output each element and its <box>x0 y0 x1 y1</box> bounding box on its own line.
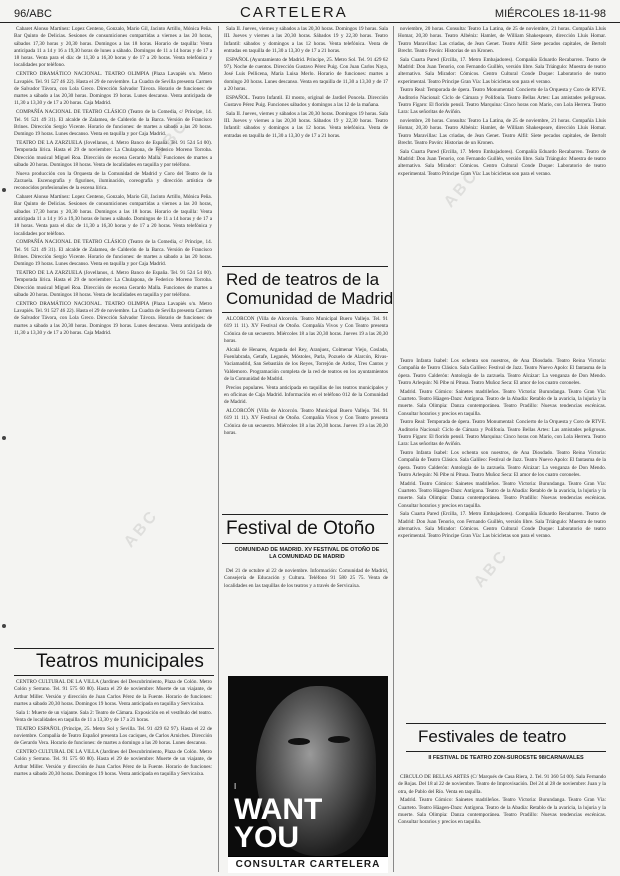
page-number: 96/ABC <box>14 8 52 20</box>
watermark: ABC <box>440 166 483 211</box>
column-3-listings <box>398 26 606 356</box>
listing-paragraph: ESPAÑOL. Teatro Infantil. El mosto, original de Jardiel Poncela. Dirección Gustavo Pérez Puig. Funciones sábados y domingos a las 12 de la mañana. <box>224 94 388 108</box>
listing-paragraph: Teatro Infanta Isabel: Los ochenta son nuestros, de Ana Diosdado. Teatro Reina Victoria: Compañía de Teatro Clásico. Sala Galileo: Festival de Jazz. Teatro Nuevo Apolo: El fantasma de la ópera. Teatro Calderón: Antología de la zarzuela. Teatro Alcázar: La venganza de Don Mendo. Teatro Arlequín: Ni Pibe ni Pitusa. Teatro Muñoz Seca: El amor de los cuatro coroneles. <box>398 450 606 478</box>
box-rule-bottom <box>14 675 214 676</box>
box-rule-bottom <box>222 312 388 313</box>
red-teatros-title-line1: Red de teatros de la <box>226 270 380 289</box>
listing-paragraph: CENTRO DRAMÁTICO NACIONAL. TEATRO OLIMPIA (Plaza Lavapiés s/n. Metro Lavapiés. Tel. 91 527 46 22). Hasta el 29 de noviembre. La Cuadra de Sevilla presenta Carmen de Salvador Távora, con Lola Greco. Dirección Salvador Távora. Horario de funciones: de martes a sábado a las 20,30 horas. Domingos 19 horas. Lunes descanso. Venta anticipada de 11,30 a 13,30 y de 17 a 20 horas. Caja Madrid. <box>14 71 212 107</box>
consultar-cartelera-banner: CONSULTAR CARTELERA <box>228 856 388 873</box>
watermark: ABC <box>120 506 163 551</box>
listing-paragraph: noviembre, 20 horas. Consulta: Teatro La Latina, de 25 de noviembre, 21 horas. Compañía Lluís Homar, 20,30 horas. Teatro Albéniz: Hamlet, de William Shakespeare, dirección Lluís Homar. Teatro Maravillas: Las criadas, de Jean Genet. Teatro Alfil: Siete pecados capitales, de Bertolt Brecht. Teatro Pavón: Historias de un Kronen. <box>398 118 606 146</box>
column-1-municipales <box>14 679 212 871</box>
watermark: ABC <box>150 116 193 161</box>
festival-otono-subhead: COMUNIDAD DE MADRID. XV FESTIVAL DE OTOÑO DE LA COMUNIDAD DE MADRID <box>234 547 380 560</box>
portrait-eye-right <box>328 736 350 743</box>
column-divider <box>218 26 219 872</box>
poster-line-you: YOU <box>234 821 300 854</box>
listing-paragraph: CENTRO DRAMÁTICO NACIONAL. TEATRO OLIMPIA (Plaza Lavapiés s/n. Metro Lavapiés. Tel. 91 527 46 22). Hasta el 29 de noviembre. La Cuadra de Sevilla presenta Carmen de Salvador Távora, con Lola Greco. Dirección Salvador Távora. Horario de funciones: de martes a sábado a las 20,30 horas. Domingos 19 horas. Lunes descanso. Venta anticipada de 11,30 a 13,30 y de 17 a 20 horas. Caja Madrid. <box>14 300 212 336</box>
listing-paragraph: Cabaret Alonso Martínez: Lopez Centeno, Gonzalo, Mario Gil, Jacinto Artillo, Mónica Peña. Bar Quinto de Delicias. Sesiones de consumiciones compartidas a viernes a las 20 horas, sábados 17,30 horas y 20,30 horas. Domingos a las 18 horas. Horario de taquilla: Venta anticipada 11 a 14 y 16 a 19,30 horas de lunes a sábado. Domingos de 11 a 14 horas y de 17 a 18 horas. Venta para el día: de 11,30 a 16,30 horas y de 17 a 20 horas. Venta telefónica y localidades por teléfono. <box>14 26 212 69</box>
listing-paragraph: Sala 1: Muerte de un viajante. Sala 2: Teatro de Cámara. Exposición en el vestíbulo del teatro. Venta de localidades en taquilla de 11 a 13,30 y de 17 a 21 horas. <box>14 709 212 723</box>
watermark: ABC <box>470 546 513 591</box>
listing-paragraph: Sala Cuarta Pared (Ercilla, 17. Metro Embajadores). Compañía Eduardo Recabarren. Teatro de Madrid: Don Juan Tenorio, con Fernando Guillén, versión libre. Sala Triángulo: Muestra de teatro alternativo. Sala Mirador: Cómicos. Centro Cultural Conde Duque: Laboratorio de teatro experimental. Teatro Príncipe Gran Vía: Las bicicletas son para el verano. <box>398 56 606 85</box>
listing-paragraph: TEATRO DE LA ZARZUELA (Jovellanos, 4. Metro Banco de España. Tel. 91 524 54 00). Temporada lírica. Hasta el 29 de noviembre: La Chulapona, de Federico Moreno Torroba. Dirección musical Miguel Roa. Dirección de escena Gerardo Malla. Funciones de martes a sábado 20 horas. Domingos 18 horas. Venta de localidades en taquilla y por teléfono. <box>14 270 212 298</box>
listing-paragraph: Alcalá de Henares, Arganda del Rey, Aranjuez, Colmenar Viejo, Coslada, Fuenlabrada, Getafe, Leganés, Móstoles, Parla, Pozuelo de Alarcón, Rivas-Vaciamadrid, San Sebastián de los Reyes, Torrejón de Ardoz, Tres Cantos y Valdemoro. Programación completa de la red de teatros en los ayuntamientos de la Comunidad de Madrid. <box>224 346 388 382</box>
box-rule-top <box>14 648 214 649</box>
festival-otono-title: Festival de Otoño <box>226 518 375 539</box>
listing-paragraph: Sala II. Jueves, viernes y sábados a las 20,30 horas. Domingos 19 horas. Sala III. Jueves y viernes a las 20,30 horas. Sábados 19 y 22,30 horas. Teatro Infantil: sábados y domingos a las 12 horas. Venta telefónica. Venta de entradas en taquilla de 11,30 a 13,30 y de 17 a 21 horas. <box>224 110 388 139</box>
margin-marker <box>2 436 6 440</box>
issue-date: MIÉRCOLES 18-11-98 <box>494 8 606 20</box>
listing-paragraph: CENTRO CULTURAL DE LA VILLA (Jardines del Descubrimiento, Plaza de Colón. Metro Colón y Serrano. Tel. 91 575 60 80). Hasta el 29 de noviembre: Muerte de un viajante, de Arthur Miller. Versión y dirección de Juan Carlos Pérez de la Fuente. Horario de funciones: martes a sábado 20,30 horas. Domingos 19 horas. Venta anticipada en taquilla y Servicaixa. <box>14 679 212 707</box>
listing-paragraph: CÍRCULO DE BELLAS ARTES (C/ Marqués de Casa Riera, 2. Tel. 91 360 54 00). Sala Fernando de Rojas. Del 18 al 22 de noviembre. Teatro de Improvisación. Del 24 al 28 de noviembre: Juan y la otra, de Pablo del Río. Venta en taquilla. <box>398 774 606 795</box>
listing-paragraph: Precios populares. Venta anticipada en taquillas de los teatros municipales y en oficinas de Caja Madrid. Información en el teléfono 012 de la Comunidad de Madrid. <box>224 384 388 406</box>
listing-paragraph: Sala Cuarta Pared (Ercilla, 17. Metro Embajadores). Compañía Eduardo Recabarren. Teatro de Madrid: Don Juan Tenorio, con Fernando Guillén, versión libre. Sala Triángulo: Muestra de teatro alternativo. Sala Mirador: Cómicos. Centro Cultural Conde Duque: Laboratorio de teatro experimental. Teatro Príncipe Gran Vía: Las bicicletas son para el verano. <box>398 148 606 177</box>
section-title: CARTELERA <box>240 4 348 21</box>
festivales-teatro-title: Festivales de teatro <box>418 727 567 746</box>
listing-paragraph: ESPAÑOL (Ayuntamiento de Madrid. Príncipe, 25. Metro Sol. Tel. 91 429 62 97). Noche de cuentos. Dirección Gustavo Pérez Puig. Con Juan Carlos Naya, José Luis Pellicena, María Luisa Merlo. Horario de funciones: martes a domingo 20 horas. Lunes descanso. Venta en taquilla de 11,30 a 13,30 y de 17 a 20 horas. <box>224 56 388 92</box>
box-rule-top <box>406 723 606 724</box>
red-teatros-title-line2: Comunidad de Madrid <box>226 289 394 308</box>
listing-paragraph: Sala II. Jueves, viernes y sábados a las 20,30 horas. Domingos 19 horas. Sala III. Jueves y viernes a las 20,30 horas. Sábados 19 y 22,30 horas. Teatro Infantil: sábados y domingos a las 12 horas. Venta telefónica. Venta de entradas en taquilla de 11,30 a 13,30 y de 17 a 21 horas. <box>224 26 388 54</box>
listing-paragraph: Madrid. Teatro Cómico: Sainetes madrileños. Teatro Victoria: Burundanga. Teatro Gran Vía: Cuarteto. Teatro Häagen-Dazs: Antígona. Teatro de la Abadía: Retablo de la avaricia, la lujuria y la muerte. Sala Olimpia: Danza contemporánea. Teatro Pradillo: Nuevas tendencias escénicas. Consultar horarios y precios en taquilla. <box>398 480 606 509</box>
page-header <box>0 0 620 23</box>
listing-paragraph: CENTRO CULTURAL DE LA VILLA (Jardines del Descubrimiento, Plaza de Colón. Metro Colón y Serrano. Tel. 91 575 60 80). Hasta el 29 de noviembre: Muerte de un viajante, de Arthur Miller. Versión y dirección de Juan Carlos Pérez de la Fuente. Horario de funciones: martes a sábado 20,30 horas. Domingos 19 horas. Venta anticipada en taquilla y Servicaixa. <box>14 749 212 778</box>
listing-paragraph: Teatro Real: Temporada de ópera. Teatro Monumental: Concierto de la Orquesta y Coro de RTVE. Auditorio Nacional: Ciclo de Cámara y Polifonía. Teatro Bellas Artes: Las amistades peligrosas. Teatro Fígaro: El florido pensil. Teatro Marquina: Cinco horas con Mario, con Lola Herrera. Teatro Lara: Las señoritas de Aviñón. <box>398 87 606 116</box>
portrait-eye-left <box>288 738 310 745</box>
margin-marker <box>2 188 6 192</box>
listing-paragraph: COMPAÑÍA NACIONAL DE TEATRO CLÁSICO (Teatro de la Comedia, c/ Príncipe, 14. Tel. 91 521 49 31). El alcalde de Zalamea, de Calderón de la Barca. Versión de Francisco Brines. Dirección Sergio Vicente. Horario de funciones: de martes a sábado a las 20 horas. Domingo 19 horas. Lunes descanso. Venta en taquilla y por Caja Madrid. <box>14 239 212 268</box>
poster-headline <box>234 793 323 854</box>
column-divider <box>393 26 394 872</box>
listing-paragraph: COMPAÑÍA NACIONAL DE TEATRO CLÁSICO (Teatro de la Comedia, c/ Príncipe, 14. Tel. 91 521 49 31). El alcalde de Zalamea, de Calderón de la Barca. Versión de Francisco Brines. Dirección Sergio Vicente. Horario de funciones: de martes a sábado a las 20 horas. Domingo 19 horas. Lunes descanso. Venta en taquilla y por Caja Madrid. <box>14 109 212 138</box>
column-2-red-teatros <box>224 316 388 512</box>
red-teatros-title <box>226 270 393 308</box>
listing-paragraph: TEATRO DE LA ZARZUELA (Jovellanos, 4. Metro Banco de España. Tel. 91 524 54 00). Temporada lírica. Hasta el 29 de noviembre: La Chulapona, de Federico Moreno Torroba. Dirección musical Miguel Roa. Dirección de escena Gerardo Malla. Funciones de martes a sábado 20 horas. Domingos 18 horas. Venta de localidades en taquilla y por teléfono. <box>14 139 212 168</box>
listing-paragraph: ALCORCÓN (Villa de Alcorcón. Teatro Municipal Buero Vallejo. Tel. 91 619 11 11). XV Festival de Otoño. Compañía Vivos y Con Teatro presenta Crónica de un secuestro. Miércoles 18 a las 20,30 horas. Jueves 19 a las 20,30 horas. <box>224 408 388 436</box>
box-rule-bottom <box>406 751 606 752</box>
teatros-municipales-title: Teatros municipales <box>36 651 204 672</box>
listing-paragraph: noviembre, 20 horas. Consulta: Teatro La Latina, de 25 de noviembre, 21 horas. Compañía Lluís Homar, 20,30 horas. Teatro Albéniz: Hamlet, de William Shakespeare, dirección Lluís Homar. Teatro Maravillas: Las criadas, de Jean Genet. Teatro Alfil: Siete pecados capitales, de Bertolt Brecht. Teatro Pavón: Historias de un Kronen. <box>398 26 606 54</box>
listing-paragraph: TEATRO ESPAÑOL (Príncipe, 25. Metro Sol y Sevilla. Tel. 91 429 62 97). Hasta el 22 de noviembre. Compañía de Teatro Español presenta Los caciques, de Carlos Arniches. Dirección de Gerardo Vera. Horario de funciones: de martes a domingo a las 20 horas. Lunes descanso. <box>14 725 212 747</box>
listing-paragraph: Nueva producción con la Orquesta de la Comunidad de Madrid y Coro del Teatro de la Zarzuela. Escenografía y figurines, iluminación, coreografía y dirección artística de reconocidos profesionales de la escena lírica. <box>14 170 212 192</box>
listing-paragraph: Teatro Real: Temporada de ópera. Teatro Monumental: Concierto de la Orquesta y Coro de RTVE. Auditorio Nacional: Ciclo de Cámara y Polifonía. Teatro Bellas Artes: Las amistades peligrosas. Teatro Fígaro: El florido pensil. Teatro Marquina: Cinco horas con Mario, con Lola Herrera. Teatro Lara: Las señoritas de Aviñón. <box>398 419 606 448</box>
poster-line-i: I <box>234 782 237 791</box>
poster-line-want: WANT <box>234 793 323 826</box>
column-2-listings <box>224 26 388 262</box>
margin-marker <box>2 624 6 628</box>
festivales-teatro-subhead: II FESTIVAL DE TEATRO ZON-SUROESTE 98/CARNAVALES <box>428 755 584 761</box>
listing-paragraph: Cabaret Alonso Martínez: Lopez Centeno, Gonzalo, Mario Gil, Jacinto Artillo, Mónica Peña. Bar Quinto de Delicias. Sesiones de consumiciones compartidas a viernes a las 20 horas, sábados 17,30 horas y 20,30 horas. Domingos a las 18 horas. Horario de taquilla: Venta anticipada 11 a 14 y 16 a 19,30 horas de lunes a sábado. Domingos de 11 a 14 horas y de 17 a 18 horas. Venta para el día: de 11,30 a 16,30 horas y de 17 a 20 horas. Venta telefónica y localidades por teléfono. <box>14 194 212 237</box>
column-3-festivales <box>398 774 606 872</box>
listing-paragraph: ALCORCÓN (Villa de Alcorcón. Teatro Municipal Buero Vallejo. Tel. 91 619 11 11). XV Festival de Otoño. Compañía Vivos y Con Teatro presenta Crónica de un secuestro. Miércoles 18 a las 20,30 horas. Jueves 19 a las 20,30 horas. <box>224 316 388 344</box>
listing-paragraph: Madrid. Teatro Cómico: Sainetes madrileños. Teatro Victoria: Burundanga. Teatro Gran Vía: Cuarteto. Teatro Häagen-Dazs: Antígona. Teatro de la Abadía: Retablo de la avaricia, la lujuria y la muerte. Sala Olimpia: Danza contemporánea. Teatro Pradillo: Nuevas tendencias escénicas. Consultar horarios y precios en taquilla. <box>398 797 606 826</box>
box-rule-bottom <box>222 543 388 544</box>
listing-paragraph: Sala Cuarta Pared (Ercilla, 17. Metro Embajadores). Compañía Eduardo Recabarren. Teatro de Madrid: Don Juan Tenorio, con Fernando Guillén, versión libre. Sala Triángulo: Muestra de teatro alternativo. Sala Mirador: Cómicos. Centro Cultural Conde Duque: Laboratorio de teatro experimental. Teatro Príncipe Gran Vía: Las bicicletas son para el verano. <box>398 511 606 540</box>
listing-paragraph: Madrid. Teatro Cómico: Sainetes madrileños. Teatro Victoria: Burundanga. Teatro Gran Vía: Cuarteto. Teatro Häagen-Dazs: Antígona. Teatro de la Abadía: Retablo de la avaricia, la lujuria y la muerte. Sala Olimpia: Danza contemporánea. Teatro Pradillo: Nuevas tendencias escénicas. Consultar horarios y precios en taquilla. <box>398 388 606 417</box>
column-2-festival <box>224 568 388 672</box>
poster-image <box>228 676 388 872</box>
column-1-listings <box>14 26 212 642</box>
box-rule-top <box>222 266 388 267</box>
listing-paragraph: Del 21 de octubre al 22 de noviembre. Información: Comunidad de Madrid, Consejería de Educación y Cultura. Teléfono 91 580 25 75. Venta de localidades en las taquillas de los teatros y a través de Servicaixa. <box>224 568 388 589</box>
listing-paragraph: Teatro Infanta Isabel: Los ochenta son nuestros, de Ana Diosdado. Teatro Reina Victoria: Compañía de Teatro Clásico. Sala Galileo: Festival de Jazz. Teatro Nuevo Apolo: El fantasma de la ópera. Teatro Calderón: Antología de la zarzuela. Teatro Alcázar: La venganza de Don Mendo. Teatro Arlequín: Ni Pibe ni Pitusa. Teatro Muñoz Seca: El amor de los cuatro coroneles. <box>398 358 606 386</box>
column-3-listings-continued <box>398 358 606 720</box>
box-rule-top <box>222 514 388 515</box>
